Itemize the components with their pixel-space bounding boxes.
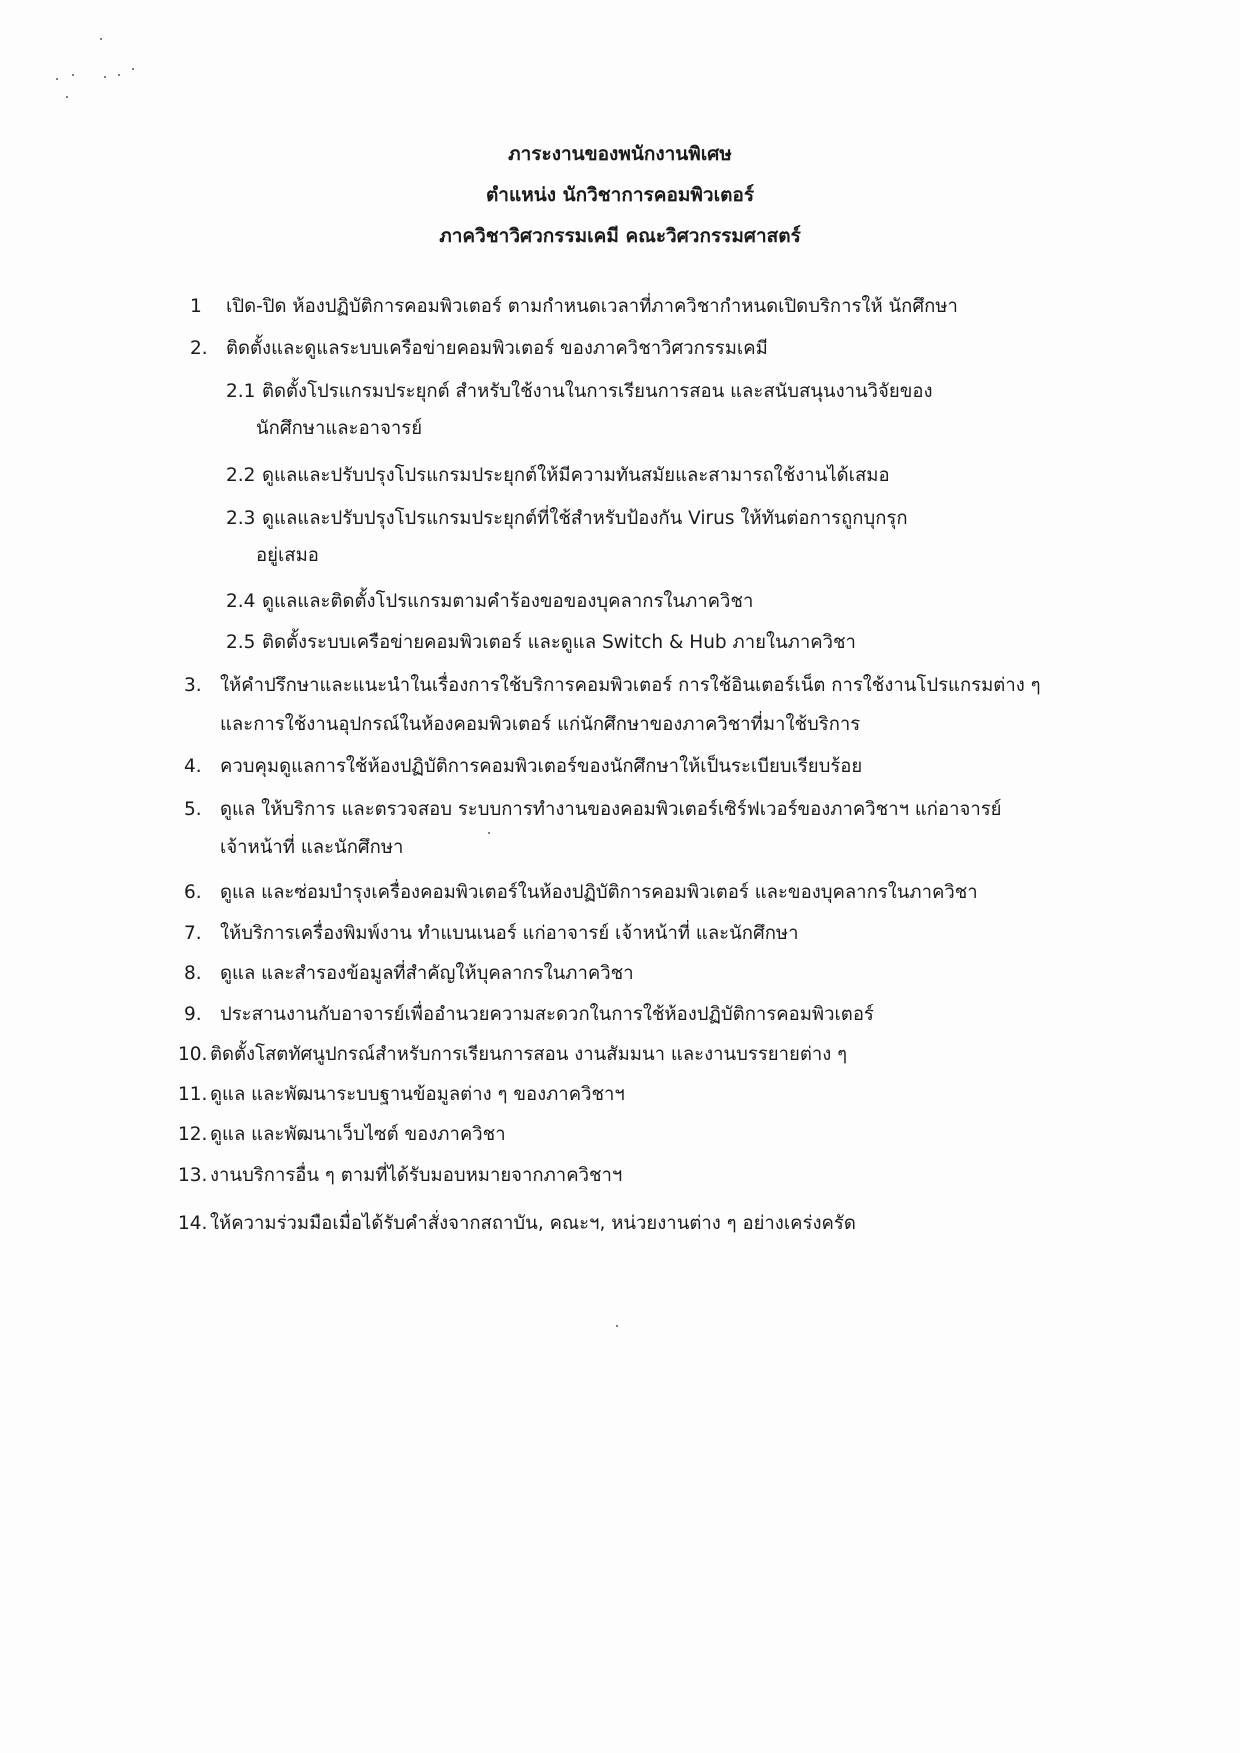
duty-text: อยู่เสมอ	[256, 545, 319, 566]
duty-item	[190, 294, 958, 320]
duty-item	[184, 797, 1002, 823]
duty-item	[184, 880, 978, 906]
duty-number: 7.	[184, 923, 202, 944]
duty-item	[184, 754, 862, 780]
duty-text: เจ้าหน้าที่ และนักศึกษา	[220, 837, 404, 858]
duty-number: 2.4	[226, 591, 256, 612]
duty-number: 3.	[184, 675, 202, 696]
duty-text: ดูแล และสำรองข้อมูลที่สำคัญให้บุคลากรในภาควิชา	[220, 963, 634, 984]
duty-item	[184, 961, 634, 987]
duty-number: 10.	[178, 1044, 208, 1065]
duty-item	[178, 1211, 856, 1237]
duty-item	[178, 1163, 622, 1189]
duty-text: ดูแล ให้บริการ และตรวจสอบ ระบบการทำงานของคอมพิวเตอร์เซิร์ฟเวอร์ของภาควิชาฯ แก่อาจารย์	[220, 799, 1002, 820]
duty-text: ดูแล และพัฒนาเว็บไซต์ ของภาควิชา	[210, 1124, 506, 1145]
duty-number: 9.	[184, 1004, 202, 1025]
duty-item	[178, 1042, 847, 1068]
duty-text: ดูแลและติดตั้งโปรแกรมตามคำร้องขอของบุคลากรในภาควิชา	[262, 591, 754, 612]
duty-number: 2.5	[226, 632, 256, 653]
duty-text: ให้คำปรึกษาและแนะนำในเรื่องการใช้บริการคอมพิวเตอร์ การใช้อินเตอร์เน็ต การใช้งานโปรแกรมต่าง ๆ	[220, 675, 1041, 696]
duty-number: 4.	[184, 756, 202, 777]
duty-number: 2.1	[226, 381, 256, 402]
duty-text: เปิด-ปิด ห้องปฏิบัติการคอมพิวเตอร์ ตามกำหนดเวลาที่ภาควิชากำหนดเปิดบริการให้ นักศึกษา	[226, 296, 958, 317]
duty-item	[184, 673, 1041, 699]
duty-subitem	[226, 379, 933, 405]
duty-number: 2.	[190, 338, 208, 359]
duty-text: ดูแล และซ่อมบำรุงเครื่องคอมพิวเตอร์ในห้องปฏิบัติการคอมพิวเตอร์ และของบุคลากรในภาควิชา	[220, 882, 978, 903]
duty-number: 5.	[184, 799, 202, 820]
duty-subitem	[226, 589, 753, 615]
duty-text: ดูแลและปรับปรุงโปรแกรมประยุกต์ให้มีความทันสมัยและสามารถใช้งานได้เสมอ	[262, 465, 890, 486]
duty-item	[178, 1122, 506, 1148]
duty-number: 14.	[178, 1213, 208, 1234]
duty-continuation	[220, 835, 403, 861]
duty-text: นักศึกษาและอาจารย์	[256, 418, 423, 439]
duty-number: 11.	[178, 1084, 208, 1105]
duty-item	[178, 1082, 625, 1108]
duty-text: และการใช้งานอุปกรณ์ในห้องคอมพิวเตอร์ แก่นักศึกษาของภาควิชาที่มาใช้บริการ	[220, 714, 861, 735]
header-position: ตำแหน่ง นักวิชาการคอมพิวเตอร์	[485, 184, 755, 206]
duty-text: ดูแลและปรับปรุงโปรแกรมประยุกต์ที่ใช้สำหรับป้องกัน Virus ให้ทันต่อการถูกบุกรุก	[262, 508, 908, 529]
duty-text: ติดตั้งระบบเครือข่ายคอมพิวเตอร์ และดูแล Switch & Hub ภายในภาควิชา	[262, 632, 856, 653]
duty-subitem	[226, 506, 908, 532]
duty-text: ให้ความร่วมมือเมื่อได้รับคำสั่งจากสถาบัน, คณะฯ, หน่วยงานต่าง ๆ อย่างเคร่งครัด	[210, 1213, 856, 1234]
duty-text: ติดตั้งและดูแลระบบเครือข่ายคอมพิวเตอร์ ของภาควิชาวิศวกรรมเคมี	[226, 338, 768, 359]
duty-number: 1	[190, 296, 202, 317]
duty-text: ให้บริการเครื่องพิมพ์งาน ทำแบนเนอร์ แก่อาจารย์ เจ้าหน้าที่ และนักศึกษา	[220, 923, 799, 944]
duty-text: งานบริการอื่น ๆ ตามที่ได้รับมอบหมายจากภาควิชาฯ	[210, 1165, 623, 1186]
duty-continuation	[256, 543, 319, 569]
duty-text: ประสานงานกับอาจารย์เพื่ออำนวยความสะดวกในการใช้ห้องปฏิบัติการคอมพิวเตอร์	[220, 1004, 874, 1025]
duty-text: ควบคุมดูแลการใช้ห้องปฏิบัติการคอมพิวเตอร์ของนักศึกษาให้เป็นระเบียบเรียบร้อย	[220, 756, 863, 777]
duty-text: ดูแล และพัฒนาระบบฐานข้อมูลต่าง ๆ ของภาควิชาฯ	[210, 1084, 625, 1105]
header-title: ภาระงานของพนักงานพิเศษ	[508, 143, 732, 165]
duty-number: 13.	[178, 1165, 208, 1186]
duty-number: 6.	[184, 882, 202, 903]
duty-item	[184, 921, 798, 947]
duty-subitem	[226, 630, 856, 656]
duty-text: ติดตั้งโปรแกรมประยุกต์ สำหรับใช้งานในการเรียนการสอน และสนับสนุนงานวิจัยของ	[262, 381, 933, 402]
duty-text: ติดตั้งโสตทัศนูปกรณ์สำหรับการเรียนการสอน งานสัมมนา และงานบรรยายต่าง ๆ	[210, 1044, 848, 1065]
duty-item	[190, 336, 768, 362]
header-department: ภาควิชาวิศวกรรมเคมี คณะวิศวกรรมศาสตร์	[439, 225, 801, 247]
duty-number: 12.	[178, 1124, 208, 1145]
document-header	[0, 134, 1240, 257]
duty-continuation	[256, 416, 422, 442]
duty-number: 2.3	[226, 508, 256, 529]
duty-subitem	[226, 463, 890, 489]
duty-continuation	[220, 712, 860, 738]
duty-item	[184, 1002, 874, 1028]
duty-number: 8.	[184, 963, 202, 984]
duty-number: 2.2	[226, 465, 256, 486]
